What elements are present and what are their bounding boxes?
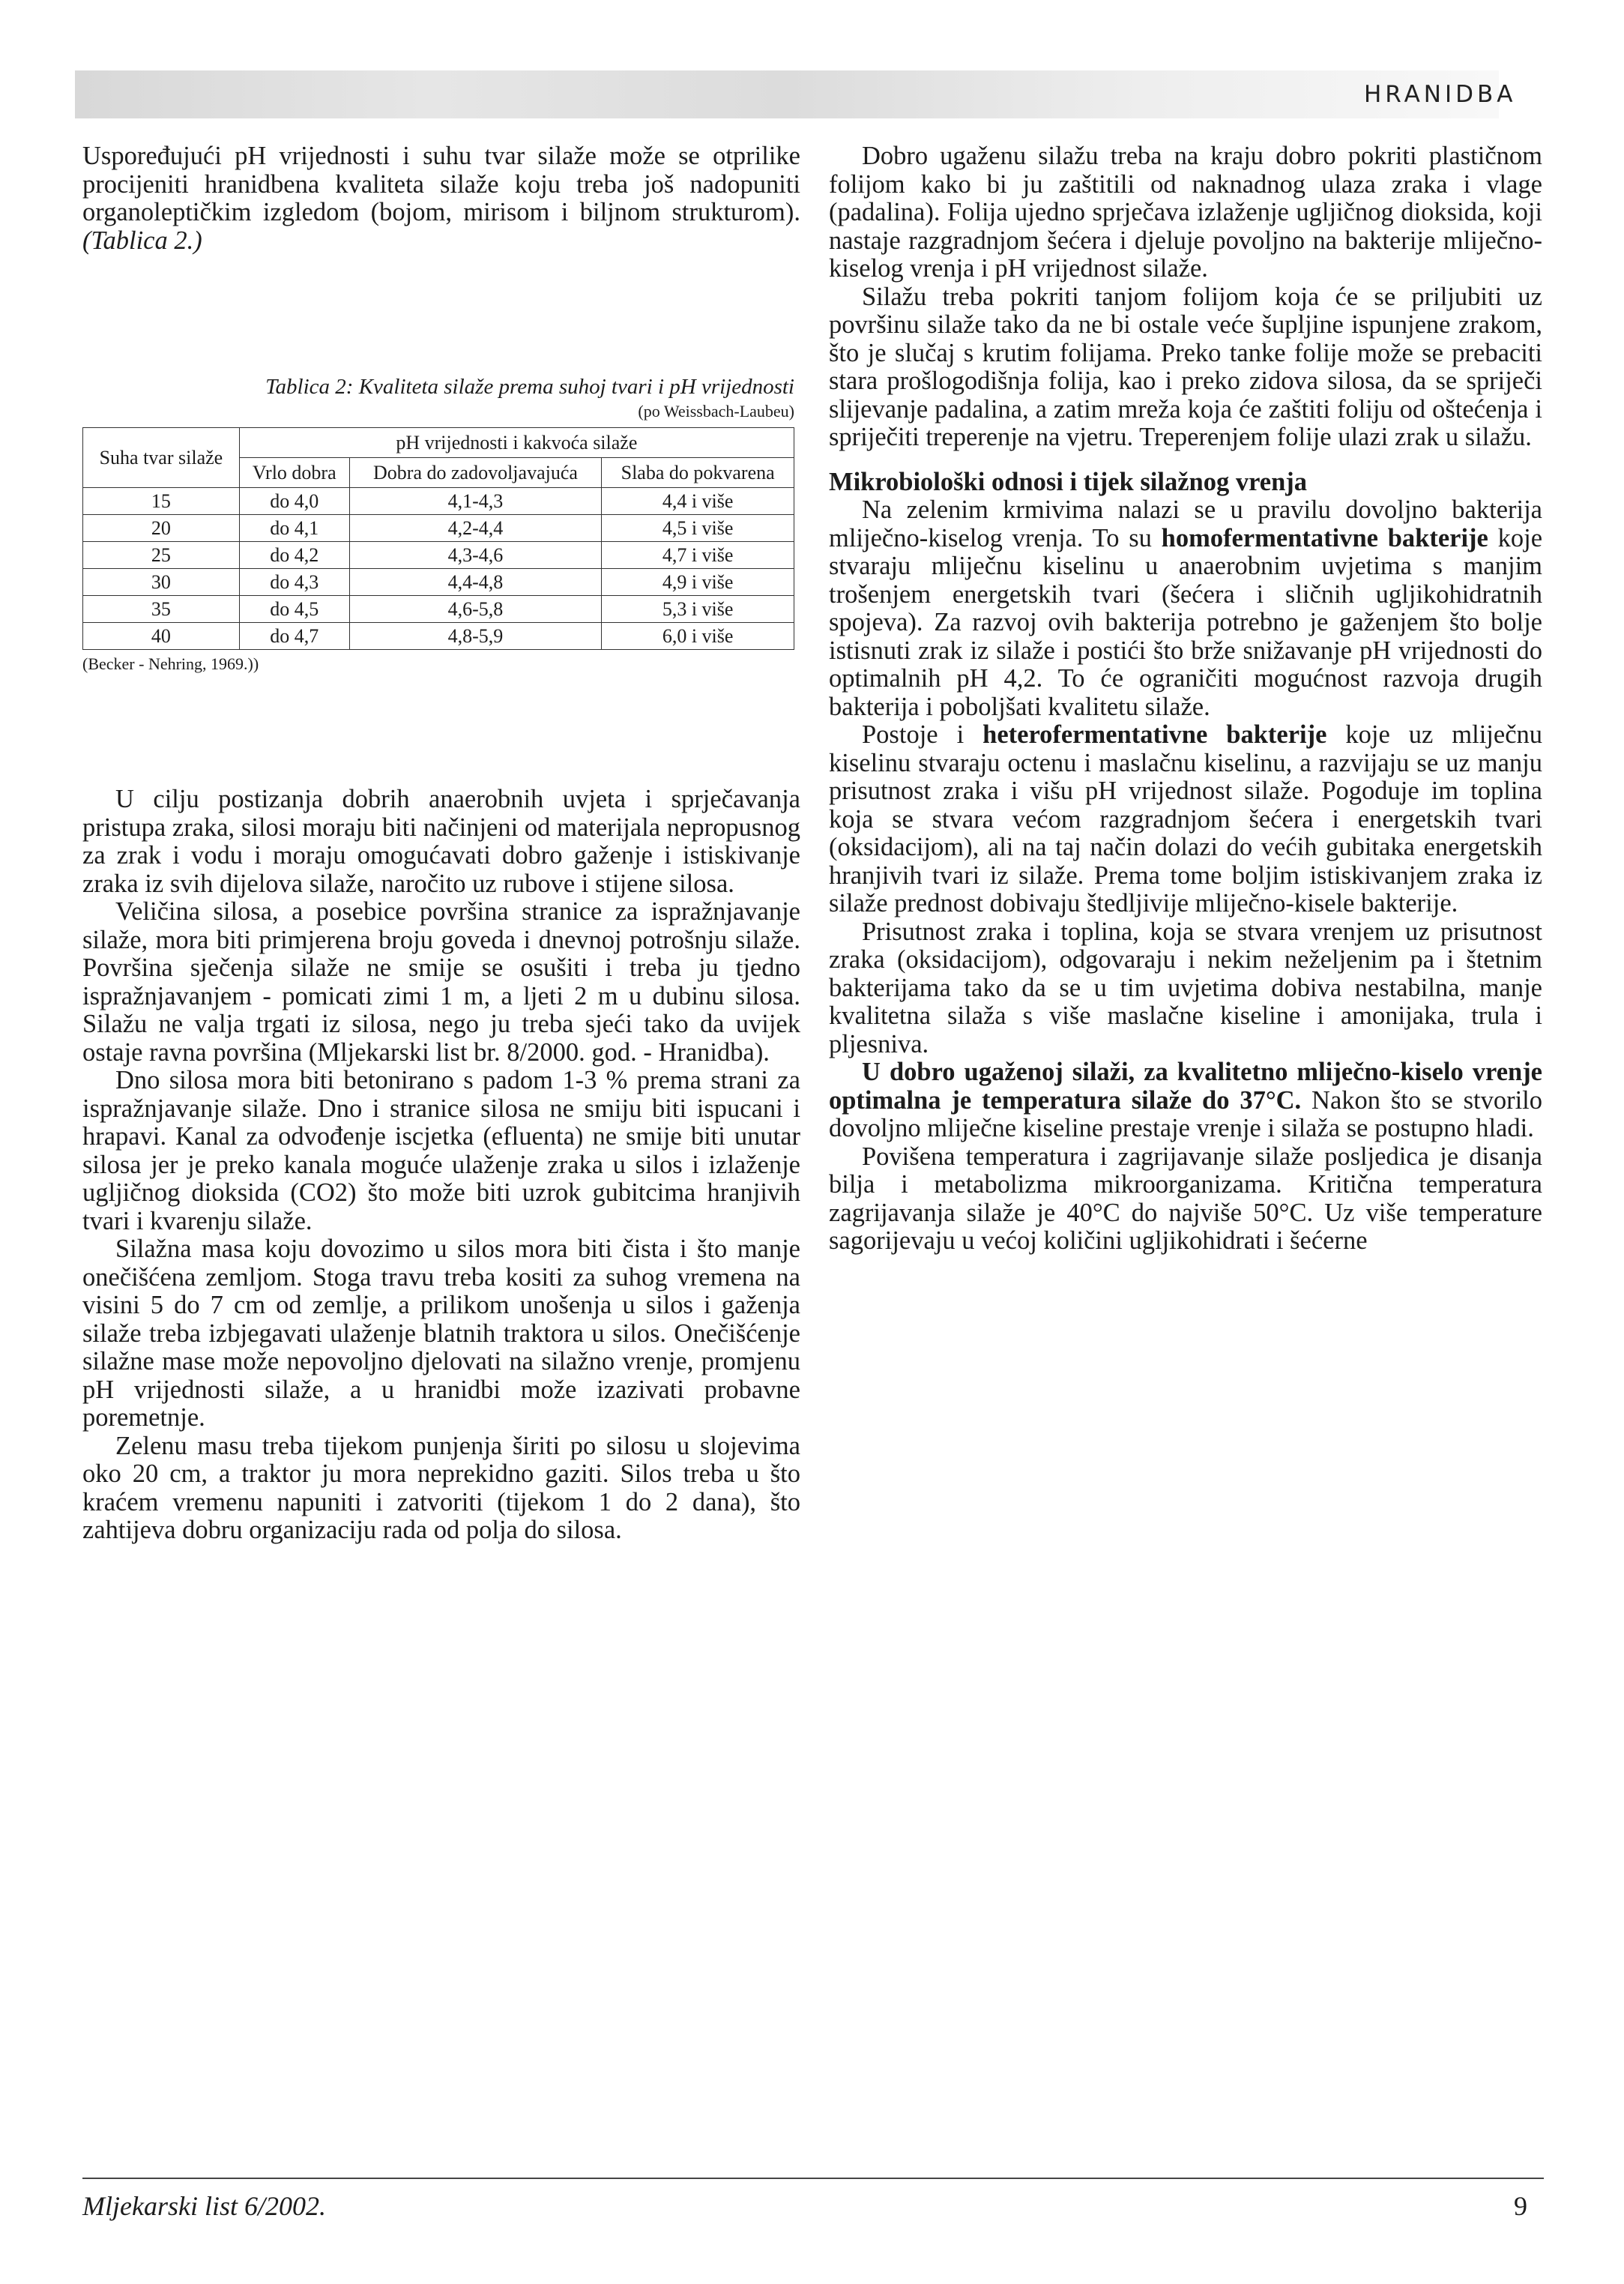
- paragraph: [829, 496, 1542, 721]
- table-cell: 4,4-4,8: [349, 569, 602, 596]
- section-title: HRANIDBA: [1364, 81, 1517, 108]
- paragraph: Povišena temperatura i zagrijavanje silaže posljedica je disanja bilja i metabolizma mikroorganizama. Kritična temperatura zagrijavanja silaže je 40°C do najviše 50°C. Uz više temperature sagorijevaju u većoj količini ugljikohidrati i šećerne: [829, 1142, 1542, 1255]
- table-cell: 4,2-4,4: [349, 515, 602, 542]
- table-cell: 5,3 i više: [602, 596, 794, 623]
- table-cell: 4,3-4,6: [349, 542, 602, 569]
- text-run: Nakon što se stvorilo dovoljno mliječne kiseline prestaje vrenje i silaža se postupno hladi.: [829, 1085, 1543, 1142]
- column-header: Vrlo dobra: [239, 458, 349, 488]
- text-run: koje uz mliječnu kiselinu stvaraju octenu i maslačnu kiselinu, a razvijaju se uz manju prisutnost zraka i višu pH vrijednost silaže. Pogoduje im toplina koja se stvara većom razgradnjom šećera i energetskih tvari (oksidacijom), ali na taj način dolazi do većih gubitaka energetskih hranjivih tvari iz silaže. Prema tome boljim istiskivanjem zraka iz silaže prednost dobivaju štedljivije mliječno-kisele bakterije.: [829, 720, 1543, 917]
- table-cell: 4,1-4,3: [349, 488, 602, 515]
- bold-statement: U dobro ugaženoj silaži, za kvalitetno mliječno-kiselo vrenje optimalna je temperatura silaže do 37°C.: [829, 1058, 1542, 1115]
- table-cell: 30: [83, 569, 240, 596]
- column-group-header: pH vrijednosti i kakvoća silaže: [239, 428, 794, 458]
- paragraph: Silažu treba pokriti tanjom folijom koja će se priljubiti uz površinu silaže tako da ne bi ostale veće šupljine ispunjene zrakom, što je slučaj s krutim folijama. Preko tanke folije može se prebaciti stara prošlogodišnja folija, kao i preko zidova silosa, da se spriječi slijevanje padalina, a zatim mreža koja će zaštiti foliju od oštećenja i spriječiti treperenje na vjetru. Treperenjem folije ulazi zrak u silažu.: [829, 282, 1542, 451]
- table-cell: 4,5 i više: [602, 515, 794, 542]
- table-cell: 4,8-5,9: [349, 623, 602, 650]
- paragraph: Zelenu masu treba tijekom punjenja širiti po silosu u slojevima oko 20 cm, a traktor ju mora neprekidno gaziti. Silos treba u što kraćem vremenu napuniti i zatvoriti (tijekom 1 do 2 dana), što zahtijeva dobru organizaciju rada od polja do silosa.: [82, 1431, 800, 1544]
- paragraph: Dno silosa mora biti betonirano s padom 1-3 % prema strani za ispražnjavanje silaže. Dno i stranice silosa ne smiju biti ispucani i hrapavi. Kanal za odvođenje iscjetka (efluenta) ne smije biti unutar silosa jer je preko kanala moguće ulaženje zraka u silos i izlaženje ugljičnog dioksida (CO2) što može biti uzrok gubitcima hranjivih tvari i kvarenju silaže.: [82, 1066, 800, 1235]
- table-cell: 20: [83, 515, 240, 542]
- table-cell: do 4,0: [239, 488, 349, 515]
- table-row: [83, 515, 794, 542]
- silage-quality-table: [82, 427, 794, 650]
- table-cell: 35: [83, 596, 240, 623]
- table-caption: Tablica 2: Kvaliteta silaže prema suhoj tvari i pH vrijednosti: [265, 375, 794, 399]
- paragraph: Dobro ugaženu silažu treba na kraju dobro pokriti plastičnom folijom kako bi ju zaštitili od naknadnog ulaza zraka i vlage (padalina). Folija ujedno sprječava izlaženje ugljičnog dioksida, koji nastaje razgradnjom šećera i djeluje povoljno na bakterije mliječno-kiselog vrenja i pH vrijednost silaže.: [829, 142, 1542, 283]
- table-cell: 4,7 i više: [602, 542, 794, 569]
- table-cell: do 4,2: [239, 542, 349, 569]
- table-citation: (Becker - Nehring, 1969.)): [82, 654, 259, 673]
- table-header-row: [83, 428, 794, 458]
- table-block: [82, 373, 794, 674]
- table-row: [83, 542, 794, 569]
- table-cell: 25: [83, 542, 240, 569]
- table-row: [83, 569, 794, 596]
- right-column: [829, 142, 1542, 1256]
- paragraph: Silažna masa koju dovozimo u silos mora biti čista i što manje onečišćena zemljom. Stoga travu treba kositi za suhog vremena na visini 5 do 7 cm od zemlje, a prilikom unošenja u silos i gaženja silaže treba izbjegavati ulaženje blatnih traktora u silos. Onečišćenje silažne mase može nepovoljno djelovati na silažno vrenje, promjenu pH vrijednosti silaže, a u hranidbi može izazivati probavne poremetnje.: [82, 1235, 800, 1432]
- table-row: [83, 488, 794, 515]
- row-header: Suha tvar silaže: [83, 428, 240, 488]
- text-run: Postoje i: [862, 720, 965, 749]
- section-heading: Mikrobiološki odnosi i tijek silažnog vrenja: [829, 467, 1308, 496]
- column-header: Dobra do zadovoljavajuća: [349, 458, 602, 488]
- paragraph: [829, 721, 1542, 918]
- footer-rule: [82, 2178, 1544, 2179]
- table-cell: do 4,3: [239, 569, 349, 596]
- text-run: koje stvaraju mliječnu kiselinu u anaerobnim uvjetima s manjim trošenjem energetskih tvari (šećera i sličnih ugljikohidratnih spojeva). Za razvoj ovih bakterija potrebno je gaženjem što bolje istisnuti zrak iz silaže i postići što brže snižavanje pH vrijednosti do optimalnih pH 4,2. To će ograničiti mogućnost razvoja drugih bakterija i poboljšati kvalitetu silaže.: [829, 523, 1543, 721]
- table-source: (po Weissbach-Laubeu): [638, 402, 794, 421]
- text-run: Na zelenim krmivima nalazi se u pravilu dovoljno bakterija mliječno-kiselog vrenja. To su: [829, 495, 1542, 552]
- intro-paragraph: [82, 142, 800, 255]
- table-cell: 6,0 i više: [602, 623, 794, 650]
- table-reference: (Tablica 2.): [82, 226, 202, 255]
- column-header: Slaba do pokvarena: [602, 458, 794, 488]
- table-cell: 4,4 i više: [602, 488, 794, 515]
- paragraph: Prisutnost zraka i toplina, koja se stvara vrenjem uz prisutnost zraka (oksidacijom), odgovaraju i nekim neželjenim pa i štetnim bakterijama tako da se u tim uvjetima dobiva nestabilna, manje kvalitetna silaža s više maslačne kiseline i amonijaka, trula i pljesniva.: [829, 917, 1542, 1058]
- bold-term: homofermentativne bakterije: [1161, 523, 1488, 552]
- table-cell: 4,6-5,8: [349, 596, 602, 623]
- left-intro: [82, 142, 800, 255]
- table-row: [83, 596, 794, 623]
- paragraph: Veličina silosa, a posebice površina stranice za ispražnjavanje silaže, mora biti primjerena broju goveda i dnevnoj potrošnju silaže. Površina sječenja silaže ne smije se osušiti i treba ju tjedno ispražnjavanjem - pomicati zimi 1 m, a ljeti 2 m u dubinu silosa. Silažu ne valja trgati iz silosa, nego ju treba sjeći tako da uvijek ostaje ravna površina (Mljekarski list br. 8/2000. god. - Hranidba).: [82, 897, 800, 1067]
- table-cell: 15: [83, 488, 240, 515]
- table-cell: do 4,5: [239, 596, 349, 623]
- table-cell: 40: [83, 623, 240, 650]
- table-cell: 4,9 i više: [602, 569, 794, 596]
- table-row: [83, 623, 794, 650]
- paragraph: [829, 1058, 1542, 1143]
- table-cell: do 4,7: [239, 623, 349, 650]
- intro-text: Uspoređujući pH vrijednosti i suhu tvar silaže može se otprilike procijeniti hranidbena kvaliteta silaže koju treba još nadopuniti organoleptičkim izgledom (bojom, mirisom i biljnom strukturom).: [82, 142, 800, 226]
- journal-name: Mljekarski list 6/2002.: [82, 2191, 326, 2221]
- left-column: [82, 786, 800, 1545]
- bold-term: heterofermentativne bakterije: [982, 720, 1327, 749]
- paragraph: U cilju postizanja dobrih anaerobnih uvjeta i sprječavanja pristupa zraka, silosi moraju biti načinjeni od materijala nepropusnog za zrak i vodu i moraju omogućavati dobro gaženje i istiskivanje zraka iz svih dijelova silaže, naročito uz rubove i stijene silosa.: [82, 785, 800, 898]
- table-cell: do 4,1: [239, 515, 349, 542]
- header-bar: [75, 70, 1499, 118]
- page-number: 9: [1514, 2191, 1527, 2221]
